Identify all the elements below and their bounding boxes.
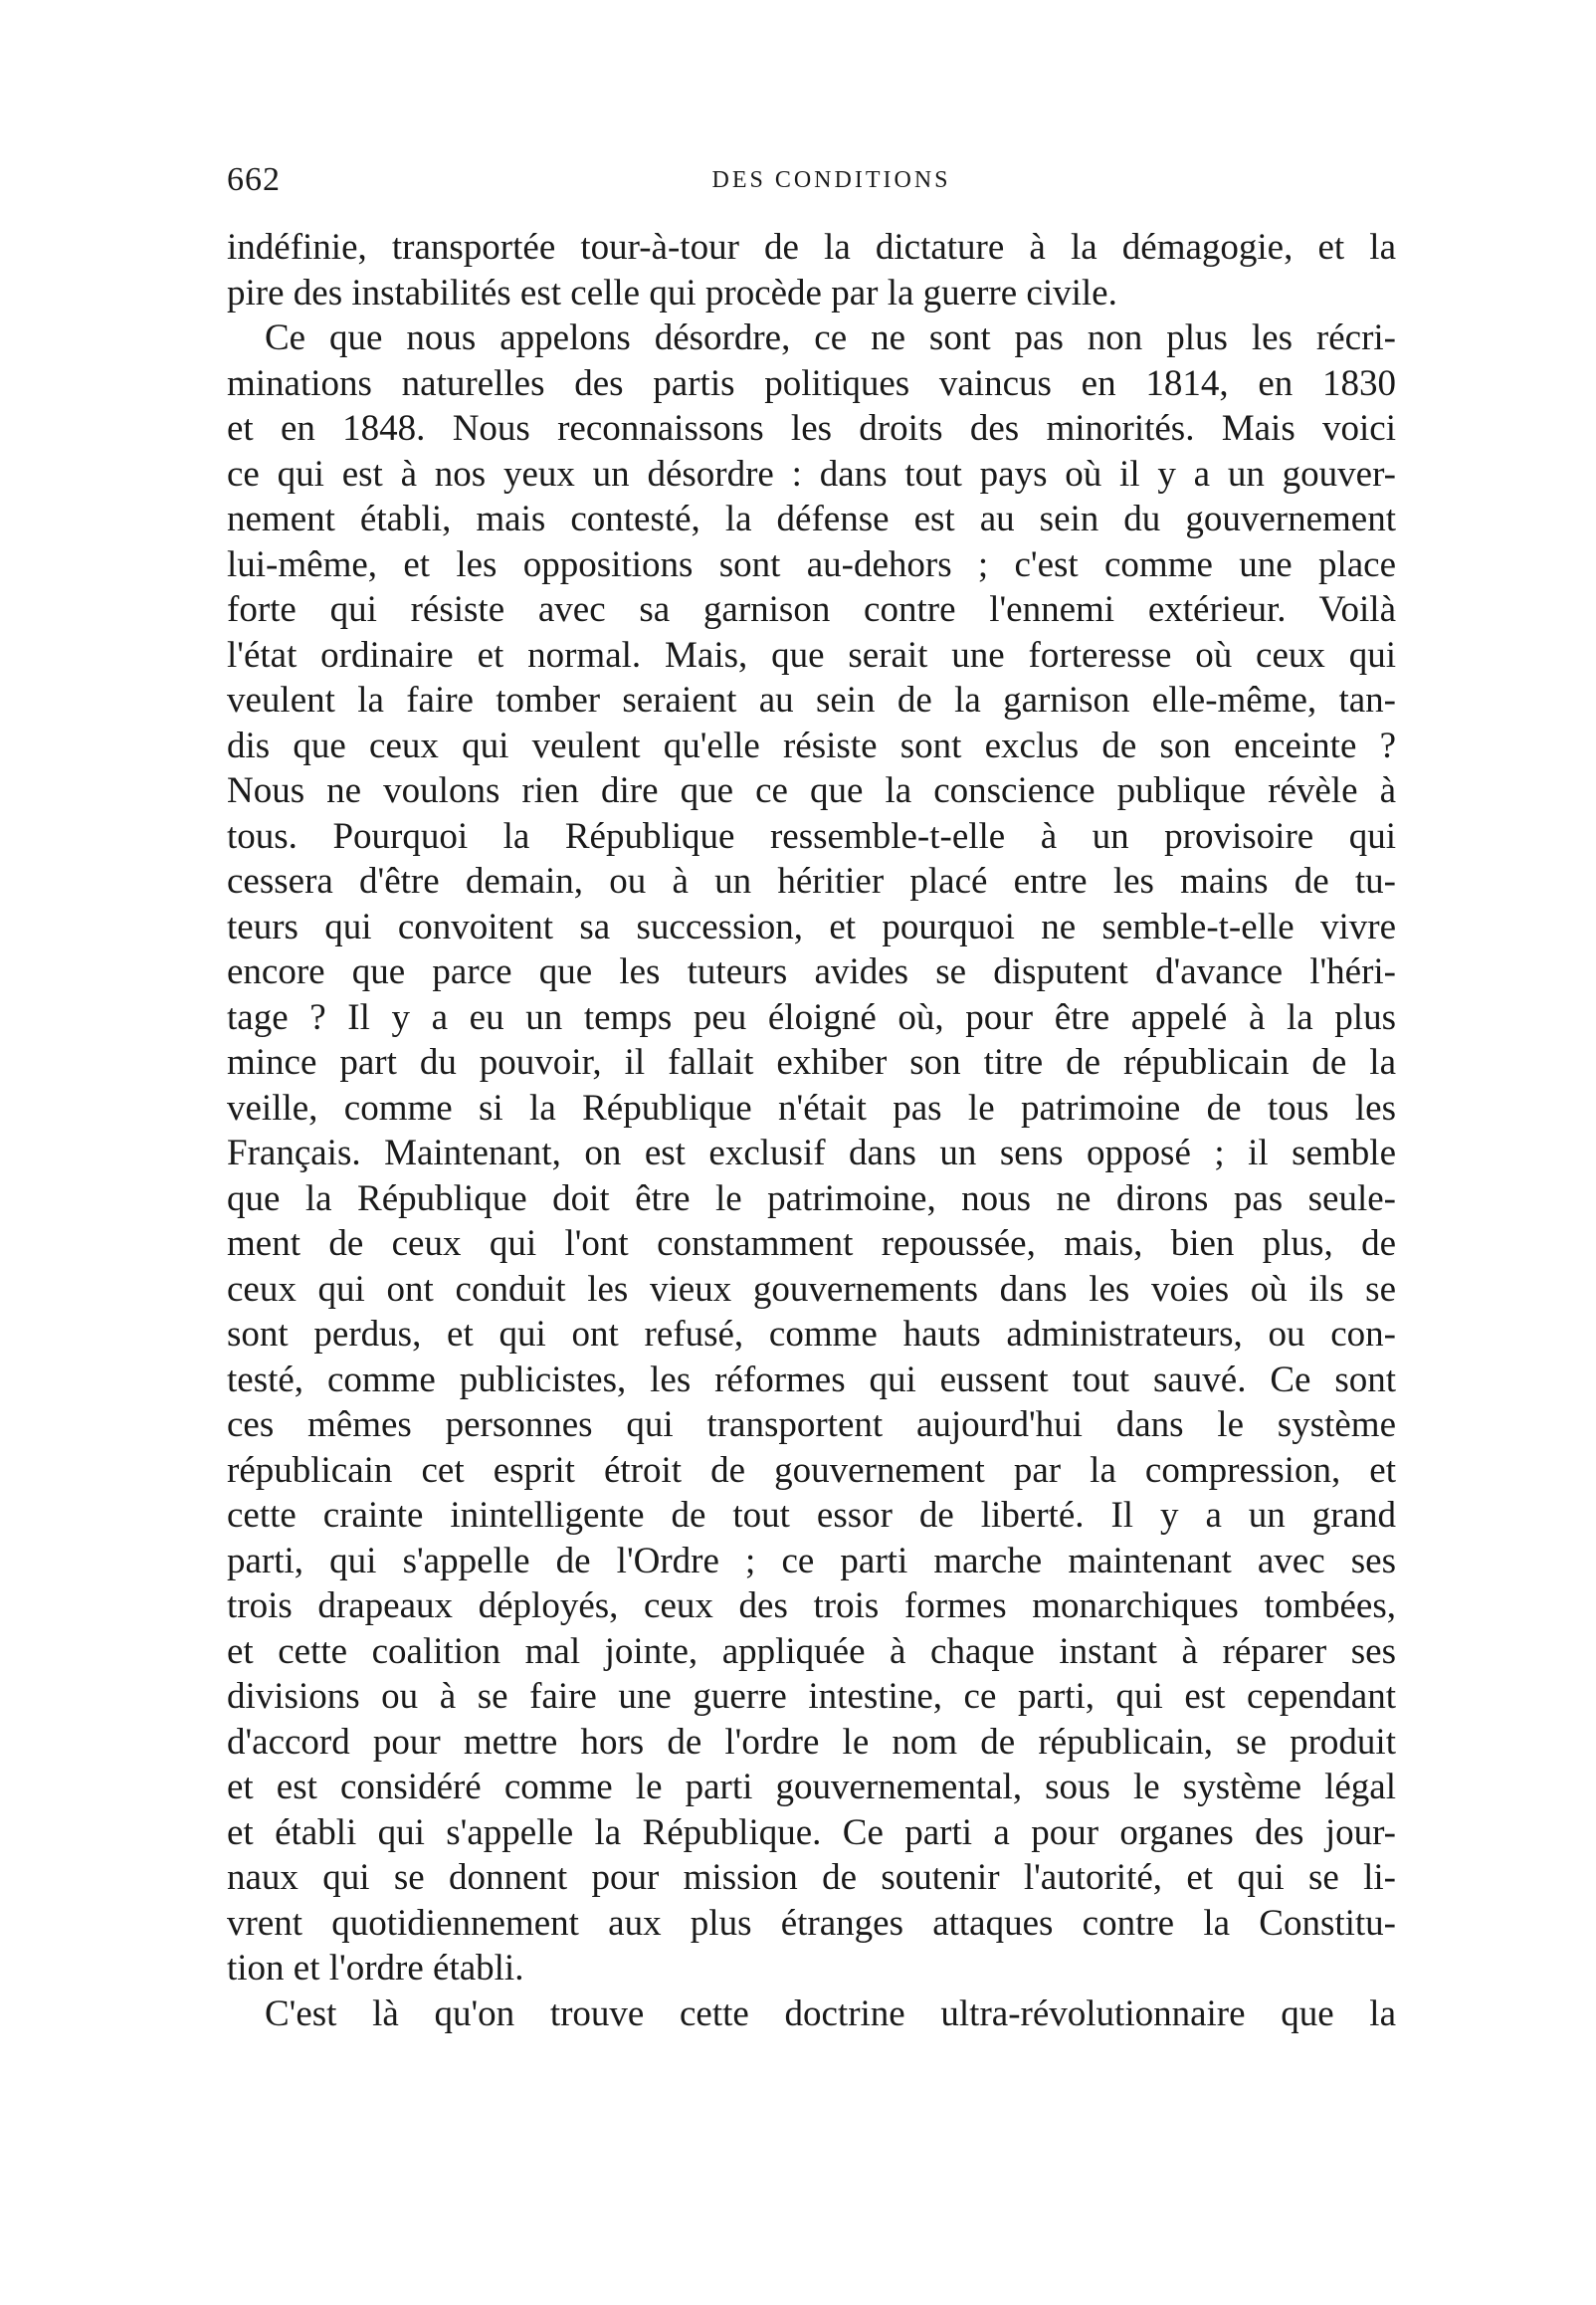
text-line: républicain cet esprit étroit de gouvernement par la compression, et <box>227 1449 1396 1491</box>
text-line: nement établi, mais contesté, la défense est au sein du gouvernement <box>227 499 1396 539</box>
text-line: divisions ou à se faire une guerre intestine, ce parti, qui est cependant <box>227 1676 1396 1717</box>
text-line: naux qui se donnent pour mission de soutenir l'autorité, et qui se li- <box>227 1857 1396 1898</box>
text-line: veulent la faire tomber seraient au sein de la garnison elle-même, tan- <box>227 680 1396 721</box>
text-line: tous. Pourquoi la République ressemble-t-elle à un provisoire qui <box>227 815 1396 857</box>
text-line: tion et l'ordre établi. <box>227 1948 524 1989</box>
text-line: Nous ne voulons rien dire que ce que la conscience publique révèle à <box>227 770 1396 811</box>
page-number: 662 <box>227 161 281 198</box>
text-line: teurs qui convoitent sa succession, et pourquoi ne semble-t-elle vivre <box>227 906 1396 947</box>
text-line: indéfinie, transportée tour-à-tour de la dictature à la démagogie, et la <box>227 227 1396 268</box>
text-line: et établi qui s'appelle la République. Ce parti a pour organes des jour- <box>227 1811 1396 1853</box>
text-line: d'accord pour mettre hors de l'ordre le nom de républicain, se produit <box>227 1721 1396 1763</box>
text-line: tage ? Il y a eu un temps peu éloigné où, pour être appelé à la plus <box>227 996 1396 1038</box>
text-line: dis que ceux qui veulent qu'elle résiste sont exclus de son enceinte ? <box>227 725 1396 766</box>
text-line: ceux qui ont conduit les vieux gouvernements dans les voies où ils se <box>227 1268 1396 1310</box>
text-line: ces mêmes personnes qui transportent aujourd'hui dans le système <box>227 1404 1396 1445</box>
text-line: ce qui est à nos yeux un désordre : dans tout pays où il y a un gouver- <box>227 453 1396 495</box>
page-header <box>227 161 1396 201</box>
text-line: encore que parce que les tuteurs avides se disputent d'avance l'héri- <box>227 951 1396 992</box>
text-line: et en 1848. Nous reconnaissons les droits des minorités. Mais voici <box>227 408 1396 449</box>
text-line: cessera d'être demain, ou à un héritier placé entre les mains de tu- <box>227 861 1396 902</box>
text-line: l'état ordinaire et normal. Mais, que serait une forteresse où ceux qui <box>227 634 1396 676</box>
running-head: DES CONDITIONS <box>711 167 951 193</box>
text-line: que la République doit être le patrimoine, nous ne dirons pas seule- <box>227 1177 1396 1219</box>
text-line: minations naturelles des partis politiques vaincus en 1814, en 1830 <box>227 362 1396 404</box>
text-line: pire des instabilités est celle qui procède par la guerre civile. <box>227 272 1117 314</box>
text-line: et cette coalition mal jointe, appliquée à chaque instant à réparer ses <box>227 1630 1396 1672</box>
text-line: ment de ceux qui l'ont constamment repoussée, mais, bien plus, de <box>227 1223 1396 1264</box>
body-text <box>227 225 1396 2036</box>
text-line: veille, comme si la République n'était pas le patrimoine de tous les <box>227 1087 1396 1129</box>
text-line: forte qui résiste avec sa garnison contre l'ennemi extérieur. Voilà <box>227 589 1396 630</box>
text-line: vrent quotidiennement aux plus étranges attaques contre la Constitu- <box>227 1902 1396 1944</box>
text-line: Français. Maintenant, on est exclusif dans un sens opposé ; il semble <box>227 1133 1396 1173</box>
text-line: C'est là qu'on trouve cette doctrine ultra-révolutionnaire que la <box>265 1992 1396 2034</box>
text-line: mince part du pouvoir, il fallait exhiber son titre de républicain de la <box>227 1042 1396 1083</box>
text-line: sont perdus, et qui ont refusé, comme hauts administrateurs, ou con- <box>227 1314 1396 1355</box>
text-line: et est considéré comme le parti gouvernemental, sous le système légal <box>227 1767 1396 1807</box>
text-line: parti, qui s'appelle de l'Ordre ; ce parti marche maintenant avec ses <box>227 1540 1396 1581</box>
text-line: cette crainte inintelligente de tout essor de liberté. Il y a un grand <box>227 1495 1396 1536</box>
text-line: testé, comme publicistes, les réformes qui eussent tout sauvé. Ce sont <box>227 1359 1396 1400</box>
text-line: Ce que nous appelons désordre, ce ne sont pas non plus les récri- <box>265 317 1396 358</box>
text-line: trois drapeaux déployés, ceux des trois formes monarchiques tombées, <box>227 1585 1396 1626</box>
text-line: lui-même, et les oppositions sont au-dehors ; c'est comme une place <box>227 543 1396 585</box>
